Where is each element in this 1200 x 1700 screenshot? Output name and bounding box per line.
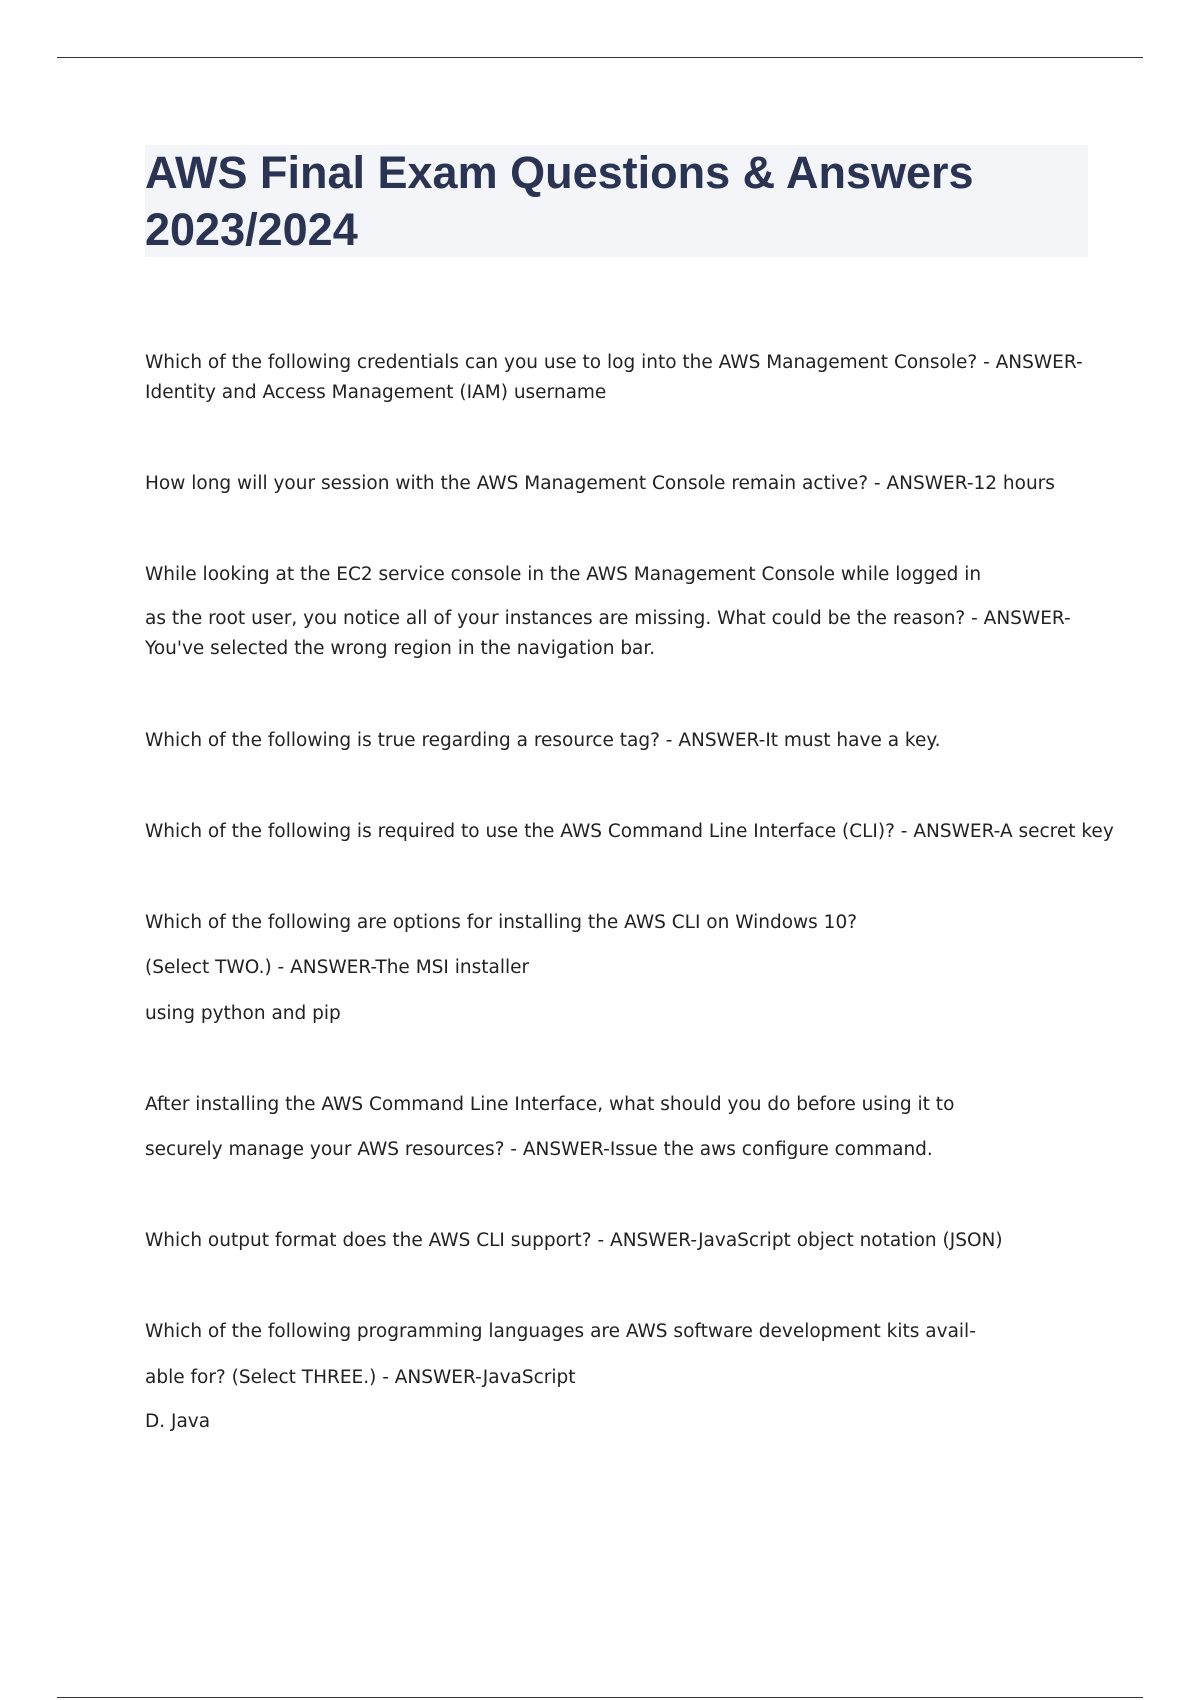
qa-line: Which output format does the AWS CLI support? - ANSWER-JavaScript object notation (JSON) bbox=[145, 1230, 1003, 1251]
qa-line: Which of the following is true regarding a resource tag? - ANSWER-It must have a key. bbox=[145, 730, 941, 751]
qa-item bbox=[145, 726, 1090, 756]
title-line-2: 2023/2024 bbox=[145, 204, 358, 255]
qa-line: using python and pip bbox=[145, 1003, 341, 1024]
qa-line: (Select TWO.) - ANSWER-The MSI installer bbox=[145, 957, 530, 978]
qa-line: After installing the AWS Command Line Interface, what should you do before using it to bbox=[145, 1094, 955, 1115]
qa-item bbox=[145, 817, 1114, 847]
qa-item bbox=[145, 1226, 1090, 1256]
qa-item bbox=[145, 560, 1090, 664]
qa-item bbox=[145, 908, 1090, 1029]
qa-item bbox=[145, 348, 1090, 408]
qa-item bbox=[145, 1090, 1090, 1165]
qa-line: Identity and Access Management (IAM) username bbox=[145, 382, 607, 403]
qa-line: While looking at the EC2 service console in the AWS Management Console while logged in bbox=[145, 564, 982, 585]
qa-line: able for? (Select THREE.) - ANSWER-JavaScript bbox=[145, 1367, 576, 1388]
qa-line: How long will your session with the AWS Management Console remain active? - ANSWER-12 hours bbox=[145, 473, 1055, 494]
title-line-1: AWS Final Exam Questions & Answers bbox=[145, 147, 974, 198]
qa-line: Which of the following programming languages are AWS software development kits avail- bbox=[145, 1321, 976, 1342]
qa-line: securely manage your AWS resources? - ANSWER-Issue the aws configure command. bbox=[145, 1139, 933, 1160]
qa-line: Which of the following are options for installing the AWS CLI on Windows 10? bbox=[145, 912, 858, 933]
qa-line: as the root user, you notice all of your instances are missing. What could be the reason? - ANSWER- bbox=[145, 608, 1071, 629]
bottom-rule bbox=[57, 1697, 1143, 1698]
qa-item bbox=[145, 469, 1090, 499]
qa-line: D. Java bbox=[145, 1411, 211, 1432]
qa-line: Which of the following is required to use the AWS Command Line Interface (CLI)? - ANSWER-A secret key bbox=[145, 821, 1114, 842]
qa-item bbox=[145, 1317, 1090, 1437]
page-title bbox=[145, 144, 1088, 258]
qa-line: Which of the following credentials can you use to log into the AWS Management Console? - ANSWER- bbox=[145, 352, 1083, 373]
top-rule bbox=[57, 57, 1143, 58]
qa-line: You've selected the wrong region in the navigation bar. bbox=[145, 638, 656, 659]
